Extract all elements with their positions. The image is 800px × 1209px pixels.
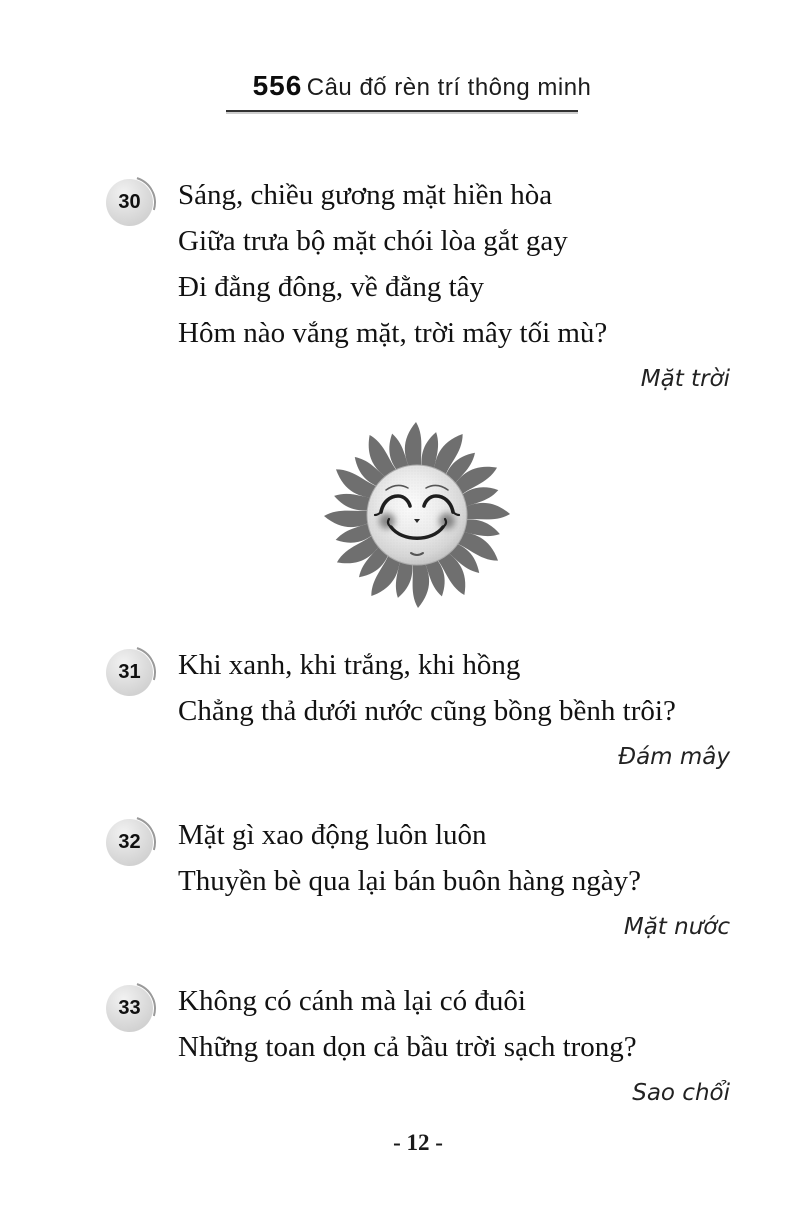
riddle-line: Đi đằng đông, về đằng tây xyxy=(178,271,485,303)
page-header xyxy=(0,70,800,102)
book-number: 556 xyxy=(252,70,303,101)
riddle-number-badge xyxy=(106,819,153,866)
riddle-text xyxy=(178,812,730,904)
page-number: - 12 - xyxy=(393,1130,443,1155)
riddle-answer: Đám mây xyxy=(618,744,730,770)
riddle-number: 30 xyxy=(118,191,141,213)
page-footer xyxy=(18,1130,800,1156)
header-underline xyxy=(226,110,578,112)
riddle-text xyxy=(178,978,730,1070)
riddle-answer: Mặt trời xyxy=(640,366,730,392)
riddle-line: Chẳng thả dưới nước cũng bồng bềnh trôi? xyxy=(178,695,676,727)
riddle-32 xyxy=(106,812,730,943)
riddle-33 xyxy=(106,978,730,1109)
riddle-31 xyxy=(106,642,730,773)
riddle-line: Sáng, chiều gương mặt hiền hòa xyxy=(178,179,553,211)
riddle-text xyxy=(178,172,730,356)
sun-face xyxy=(367,465,467,565)
riddle-number-badge xyxy=(106,649,153,696)
riddle-line: Khi xanh, khi trắng, khi hồng xyxy=(178,649,521,681)
riddle-answer: Sao chổi xyxy=(632,1080,730,1106)
riddle-line: Không có cánh mà lại có đuôi xyxy=(178,985,526,1017)
riddle-30 xyxy=(106,172,730,395)
riddle-answer: Mặt nước xyxy=(623,914,730,940)
riddle-number-badge xyxy=(106,985,153,1032)
smiling-sun-icon xyxy=(314,412,520,618)
riddle-line: Hôm nào vắng mặt, trời mây tối mù? xyxy=(178,317,608,349)
riddle-number: 32 xyxy=(118,831,141,853)
riddle-number-badge xyxy=(106,179,153,226)
riddle-line: Thuyền bè qua lại bán buôn hàng ngày? xyxy=(178,865,642,897)
riddle-number: 31 xyxy=(118,661,141,683)
sun-illustration xyxy=(314,412,520,618)
riddle-line: Mặt gì xao động luôn luôn xyxy=(178,819,487,851)
riddle-line: Những toan dọn cả bầu trời sạch trong? xyxy=(178,1031,637,1063)
riddle-line: Giữa trưa bộ mặt chói lòa gắt gay xyxy=(178,225,568,257)
riddle-text xyxy=(178,642,730,734)
book-title: Câu đố rèn trí thông minh xyxy=(306,74,592,101)
riddle-number: 33 xyxy=(118,997,141,1019)
